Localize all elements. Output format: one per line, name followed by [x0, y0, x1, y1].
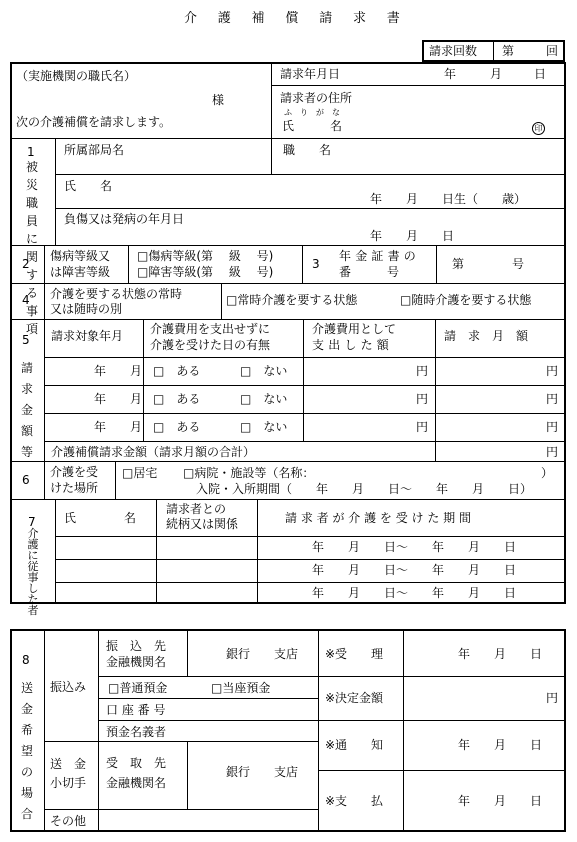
receiving-branch-value: 銀行 支店 — [226, 765, 299, 779]
section7-number: 7 — [28, 515, 36, 529]
row1-claim-yen: 円 — [546, 364, 559, 378]
claim-count-suffix: 回 — [546, 44, 559, 58]
pension-label-line1: 年金証書の — [339, 249, 421, 263]
office-receipt-label: ※受 理 — [325, 647, 384, 661]
section8-vertical-label: 送金希望の場合 — [20, 681, 33, 821]
victim-name-label: 氏 名 — [64, 179, 113, 193]
total-claim-yen: 円 — [546, 445, 559, 459]
claim-count-prefix: 第 — [502, 44, 515, 58]
section7-vertical-label: 介護に従事した者 — [27, 527, 39, 617]
relation-header-line1: 請求者との — [166, 502, 227, 516]
account-number-label: 口 座 番 号 — [106, 703, 166, 717]
section1-number: 1 — [27, 145, 35, 159]
section1-vertical-label: 被災職員に関する事項 — [25, 160, 38, 336]
row2-yes-option[interactable]: □ ある — [153, 392, 201, 406]
row3-yes-option[interactable]: □ ある — [153, 420, 201, 434]
request-text: 次の介護補償を請求します。 — [16, 115, 172, 129]
row1-no-option[interactable]: □ ない — [240, 364, 288, 378]
name-ruby: ふ り が な — [284, 108, 340, 117]
care-period-row2: 年 月 日～ 年 月 日 — [312, 563, 517, 577]
remittance-label-line1: 送 金 — [50, 757, 87, 771]
bank-label-line2: 金融機関名 — [106, 655, 167, 669]
grade-label-line1: 傷病等級又 — [50, 249, 111, 263]
pension-number-value: 第 号 — [452, 257, 525, 271]
care-period-row3: 年 月 日～ 年 月 日 — [312, 586, 517, 600]
row1-month: 年 月 — [94, 364, 143, 378]
care-place-label-line1: 介護を受 — [50, 465, 99, 479]
row2-month: 年 月 — [94, 392, 143, 406]
office-receipt-date: 年 月 日 — [458, 647, 543, 661]
office-payment-label: ※支 払 — [325, 794, 384, 808]
expense-header-line2: 支出した額 — [312, 338, 394, 352]
form-title: 介護補償請求書 — [184, 11, 421, 26]
row1-yes-option[interactable]: □ ある — [153, 364, 201, 378]
claimant-name-label: 氏 名 — [282, 119, 343, 133]
section4-number: 4 — [22, 293, 30, 307]
office-payment-date: 年 月 日 — [458, 794, 543, 808]
target-month-header: 請求対象年月 — [51, 329, 124, 343]
total-claim-label: 介護補償請求金額（請求月額の合計） — [51, 445, 256, 459]
section6-number: 6 — [22, 473, 30, 487]
injury-date-label: 負傷又は発病の年月日 — [64, 212, 185, 226]
row3-claim-yen: 円 — [546, 420, 559, 434]
account-holder-label: 預金名義者 — [106, 725, 167, 739]
care-place-label-line2: けた場所 — [50, 481, 99, 495]
facility-option[interactable]: □病院・施設等（名称： — [183, 466, 315, 480]
care-status-label-line2: 又は随時の別 — [50, 302, 123, 316]
receiving-bank-label-line2: 金融機関名 — [106, 776, 167, 790]
office-amount-label: ※決定金額 — [325, 691, 384, 705]
claim-date-day: 日 — [534, 67, 547, 81]
row3-expense-yen: 円 — [416, 420, 429, 434]
row2-expense-yen: 円 — [416, 392, 429, 406]
injury-date-text: 年 月 日 — [370, 229, 455, 243]
claim-date-label: 請求年月日 — [280, 67, 341, 81]
section5-vertical-label: 請求金額等 — [20, 361, 33, 459]
office-notice-date: 年 月 日 — [458, 738, 543, 752]
office-amount-yen: 円 — [546, 691, 559, 705]
grade-label-line2: は障害等級 — [50, 265, 111, 279]
row2-claim-yen: 円 — [546, 392, 559, 406]
disability-grade-option[interactable]: □障害等級(第 級 号) — [137, 265, 274, 279]
dept-label: 所属部局名 — [64, 143, 125, 157]
caregiver-name-header: 氏 名 — [64, 511, 137, 525]
occasional-care-option[interactable]: □随時介護を要する状態 — [400, 293, 532, 307]
claim-count-label: 請求回数 — [429, 44, 478, 58]
position-label: 職 名 — [283, 143, 332, 157]
section3-number: 3 — [312, 257, 320, 271]
row3-no-option[interactable]: □ ない — [240, 420, 288, 434]
pension-label-line2: 番 号 — [339, 265, 400, 279]
facility-close-paren: ） — [541, 466, 554, 480]
claim-date-month: 月 — [490, 67, 503, 81]
remittance-label-line2: 小切手 — [50, 776, 87, 790]
section2-number: 2 — [22, 257, 30, 271]
address-label: 請求者の住所 — [280, 91, 353, 105]
care-period-row1: 年 月 日～ 年 月 日 — [312, 540, 517, 554]
agency-head-label: （実施機関の職氏名） — [16, 69, 137, 83]
bank-label-line1: 振 込 先 — [106, 639, 167, 653]
care-period-header: 請 求 者 が 介 護 を 受 け た 期 間 — [285, 511, 471, 525]
no-expense-header-line1: 介護費用を支出せずに — [150, 322, 271, 336]
receiving-bank-label-line1: 受 取 先 — [106, 756, 167, 770]
expense-header-line1: 介護費用として — [312, 322, 397, 336]
claim-date-year: 年 — [444, 67, 457, 81]
no-expense-header-line2: 介護を受けた日の有無 — [150, 338, 271, 352]
section5-number: 5 — [22, 333, 30, 347]
row3-month: 年 月 — [94, 420, 143, 434]
seal-mark — [532, 121, 545, 135]
other-label: その他 — [50, 814, 87, 828]
ordinary-deposit-option[interactable]: □普通預金 — [108, 681, 168, 695]
injury-grade-option[interactable]: □傷病等級(第 級 号) — [137, 249, 274, 263]
constant-care-option[interactable]: □常時介護を要する状態 — [226, 293, 358, 307]
row2-no-option[interactable]: □ ない — [240, 392, 288, 406]
seal-icon: 印 — [532, 122, 545, 135]
section8-number: 8 — [22, 653, 30, 667]
birth-date-text: 年 月 日生（ 歳） — [370, 192, 527, 206]
row1-expense-yen: 円 — [416, 364, 429, 378]
monthly-claim-header: 請 求 月 額 — [444, 329, 529, 343]
transfer-label: 振込み — [50, 680, 87, 694]
office-notice-label: ※通 知 — [325, 738, 384, 752]
home-option[interactable]: □居宅 — [122, 466, 158, 480]
bank-branch-value: 銀行 支店 — [226, 647, 299, 661]
care-status-label-line1: 介護を要する状態の常時 — [50, 287, 183, 301]
admission-period-text: 入院・入所期間（ 年 月 日～ 年 月 日） — [196, 482, 533, 496]
sama-label: 様 — [212, 93, 225, 107]
current-deposit-option[interactable]: □当座預金 — [211, 681, 271, 695]
relation-header-line2: 続柄又は関係 — [166, 517, 239, 531]
